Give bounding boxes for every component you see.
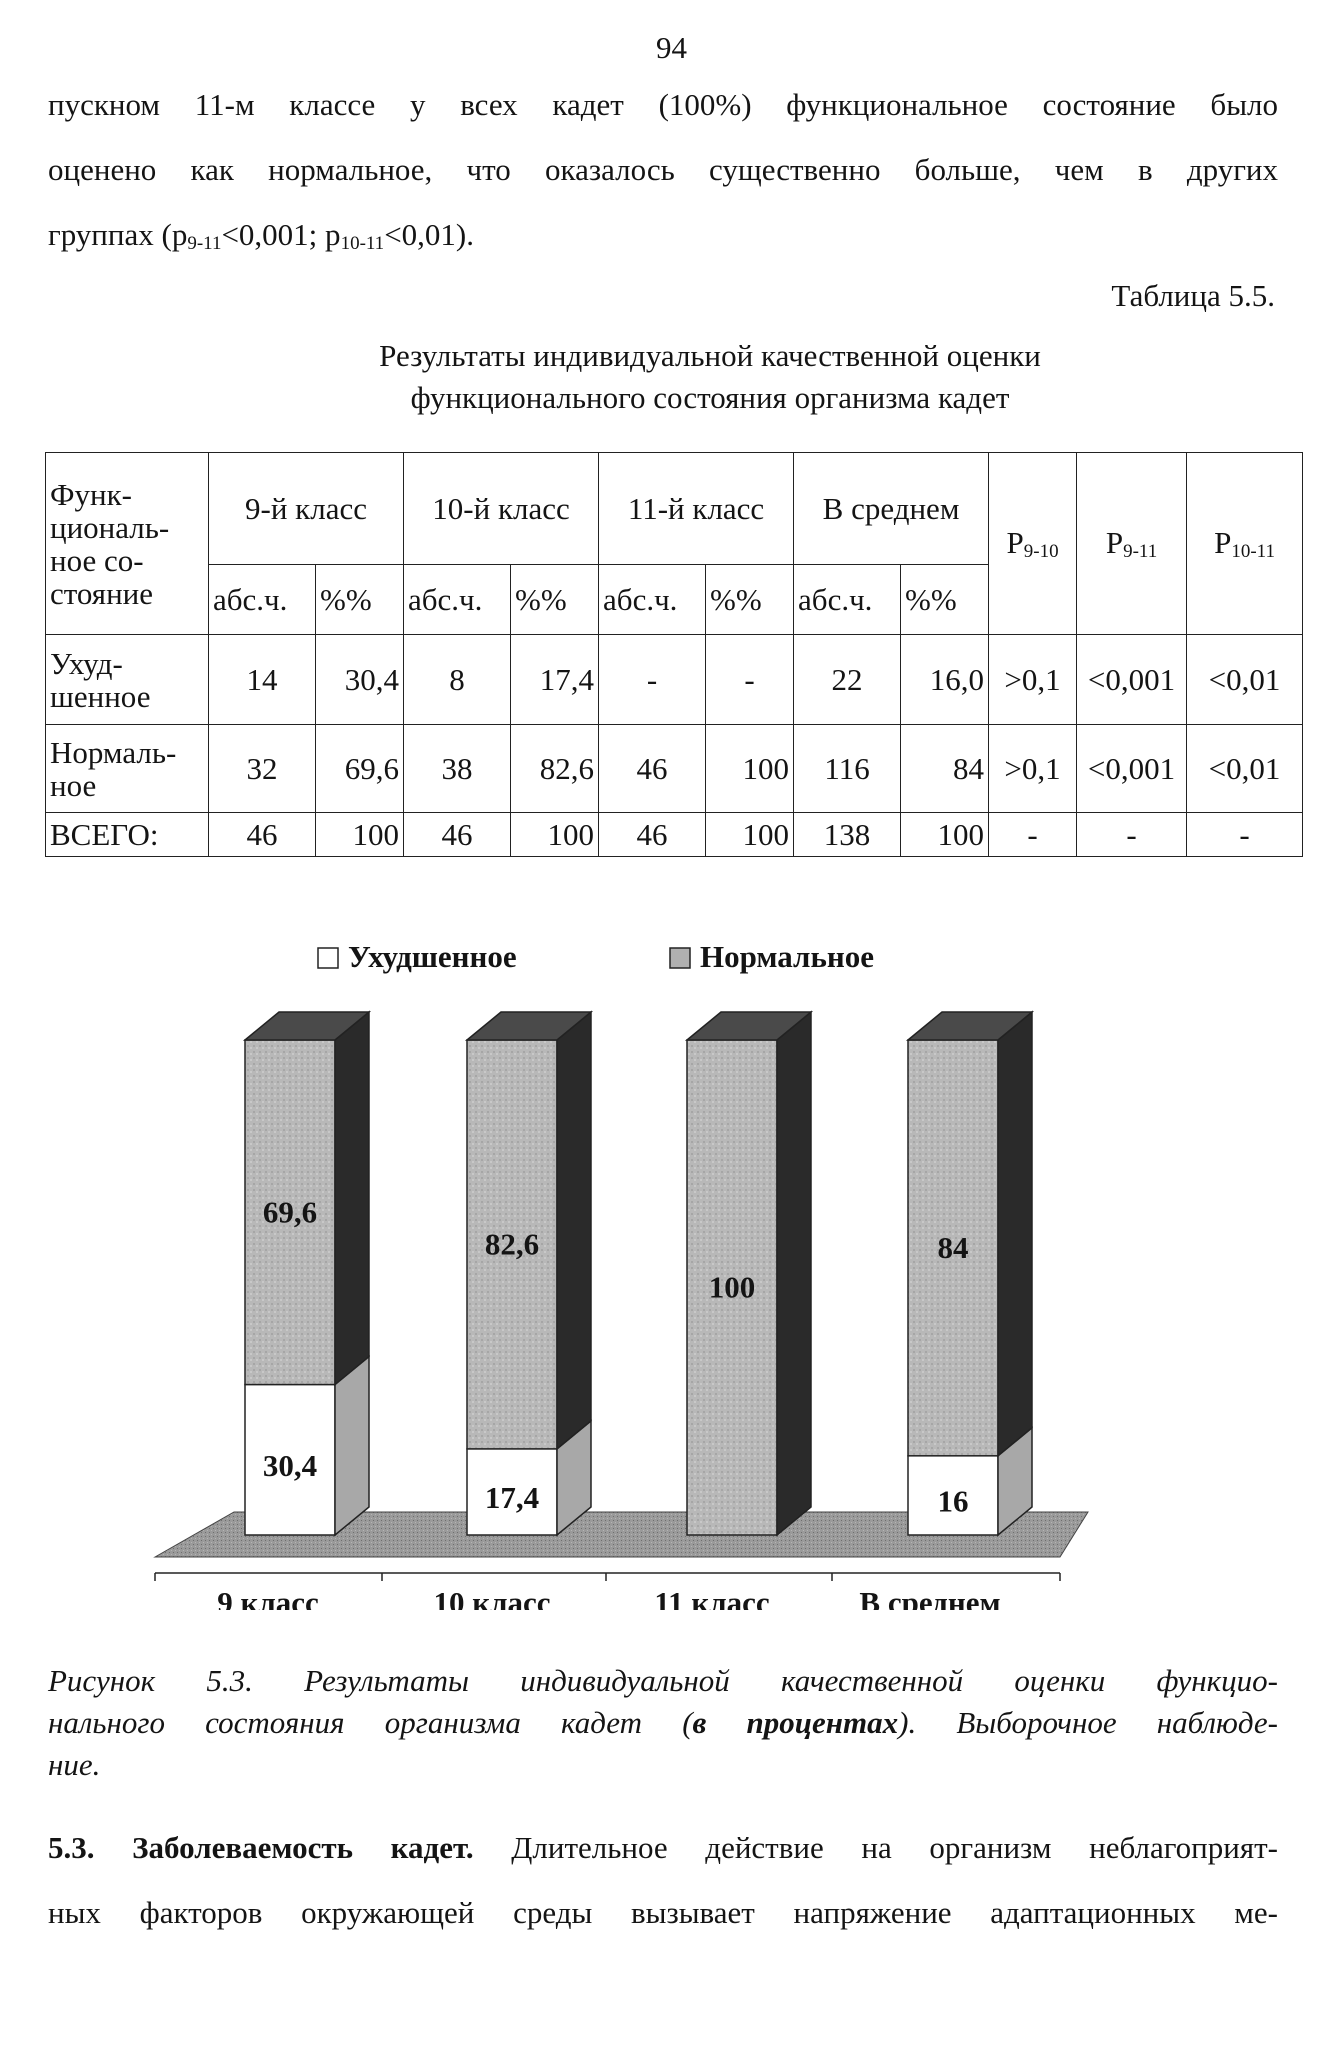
section-line-2: ных факторов окружающей среды вызывает напряжение адаптационных ме- (48, 1895, 1278, 1930)
intro-subscript: 10-11 (340, 233, 385, 254)
table-cell: 84 (901, 725, 989, 813)
bar-value-label: 30,4 (262, 1447, 318, 1483)
bar-value-label: 100 (708, 1269, 756, 1305)
row-label-line: Нормаль- (50, 734, 177, 770)
row-label-line: ВСЕГО: (50, 817, 159, 852)
header-p-main: P (1214, 524, 1232, 560)
bar-value-label: 82,6 (484, 1226, 540, 1262)
subheader-pct: %% (316, 565, 404, 635)
caption-bold: в процентах (692, 1705, 899, 1740)
table-title (0, 335, 1343, 419)
page-number: 94 (656, 30, 687, 65)
chart-legend (318, 939, 874, 974)
table-cell: - (1187, 813, 1303, 857)
bar-segment (908, 1012, 1032, 1456)
section-paragraph (48, 1815, 1278, 1945)
table-cell: - (599, 635, 706, 725)
row-label (46, 725, 209, 813)
chart-bars (245, 1012, 1032, 1535)
chart-area (0, 930, 1343, 1610)
legend-swatch (318, 948, 338, 968)
subheader-abs: абс.ч. (209, 565, 316, 635)
caption-text: ). Выборочное наблюде- (898, 1705, 1278, 1740)
header-state-line: стояние (50, 575, 154, 611)
x-tick-label: В среднем (859, 1585, 1001, 1610)
table-cell: 100 (706, 725, 794, 813)
header-p-main: P (1105, 524, 1124, 560)
row-label-line: шенное (50, 678, 151, 714)
subheader-pct: %% (901, 565, 989, 635)
table-cell: 30,4 (316, 635, 404, 725)
table-cell: <0,001 (1077, 725, 1187, 813)
bar-value-label: 84 (937, 1229, 969, 1265)
bar-side (335, 1012, 369, 1385)
intro-line-1: пускном 11-м классе у всех кадет (100%) функциональное состояние было (48, 87, 1278, 122)
caption-line-1: Рисунок 5.3. Результаты индивидуальной качественной оценки функцио- (48, 1663, 1278, 1698)
table-cell: 17,4 (511, 635, 599, 725)
legend-label: Ухудшенное (348, 939, 517, 974)
table-cell: 46 (209, 813, 316, 857)
intro-subscript: 9-11 (187, 233, 222, 254)
table-cell: 46 (404, 813, 511, 857)
row-label (46, 813, 209, 857)
table-cell: 100 (316, 813, 404, 857)
section-line-1 (48, 1815, 1278, 1880)
intro-paragraph (48, 72, 1278, 267)
table-cell: 8 (404, 635, 511, 725)
intro-text: группах (p (48, 217, 188, 252)
table-cell: - (1077, 813, 1187, 857)
table-row (46, 813, 1303, 857)
table-cell: 46 (599, 813, 706, 857)
bar-side (777, 1012, 811, 1535)
section-heading: 5.3. Заболеваемость кадет. (48, 1830, 474, 1865)
subheader-pct: %% (511, 565, 599, 635)
table-cell: 100 (901, 813, 989, 857)
table-cell: 38 (404, 725, 511, 813)
legend-swatch (670, 948, 690, 968)
table-title-line-1: Результаты индивидуальной качественной оценки (379, 338, 1041, 373)
figure-caption (48, 1660, 1278, 1786)
table-cell: <0,001 (1077, 635, 1187, 725)
x-tick-label: 10 класс (433, 1585, 551, 1610)
bar-side (557, 1012, 591, 1449)
intro-text: <0,01). (384, 217, 474, 252)
caption-line-2 (48, 1702, 1278, 1744)
table-cell: 69,6 (316, 725, 404, 813)
bar-side (998, 1012, 1032, 1456)
caption-line-3: ние. (48, 1747, 101, 1782)
table-row (46, 725, 1303, 813)
subheader-pct: %% (706, 565, 794, 635)
table-cell: - (989, 813, 1077, 857)
intro-line-2: оценено как нормальное, что оказалось существенно больше, чем в других (48, 152, 1278, 187)
header-group: 10-й класс (404, 453, 599, 565)
table-label: Таблица 5.5. (1111, 278, 1275, 313)
header-state-line: циональ- (50, 509, 170, 545)
caption-text: нального состояния организма кадет ( (48, 1705, 693, 1740)
header-p-sub: 10-11 (1231, 540, 1275, 562)
table-cell: 46 (599, 725, 706, 813)
row-label-line: ное (50, 767, 97, 803)
results-table (45, 452, 1303, 857)
header-group: 11-й класс (599, 453, 794, 565)
bar-segment (687, 1012, 811, 1535)
row-label-line: Ухуд- (50, 645, 123, 681)
table-cell: 16,0 (901, 635, 989, 725)
header-group: В среднем (794, 453, 989, 565)
bar-segment (467, 1012, 591, 1449)
subheader-abs: абс.ч. (794, 565, 901, 635)
header-p (1077, 453, 1187, 635)
table-cell: <0,01 (1187, 635, 1303, 725)
table-cell: 32 (209, 725, 316, 813)
subheader-abs: абс.ч. (599, 565, 706, 635)
bar-value-label: 69,6 (262, 1194, 318, 1230)
bar-side (335, 1357, 369, 1535)
bar-segment (245, 1012, 369, 1385)
table-row (46, 635, 1303, 725)
table-cell: >0,1 (989, 635, 1077, 725)
intro-text: <0,001; p (221, 217, 341, 252)
x-tick-label: 9 класс (217, 1585, 319, 1610)
bar-value-label: 17,4 (484, 1479, 540, 1515)
header-p (1187, 453, 1303, 635)
legend-label: Нормальное (700, 939, 874, 974)
table-cell: >0,1 (989, 725, 1077, 813)
header-state-line: ное со- (50, 542, 144, 578)
intro-line-3 (48, 202, 1278, 267)
table-title-line-2: функционального состояния организма кадет (410, 380, 1010, 415)
x-tick-label: 11 класс (654, 1585, 770, 1610)
table-cell: 100 (511, 813, 599, 857)
header-p (989, 453, 1077, 635)
header-p-sub: 9-10 (1023, 540, 1059, 562)
header-state-line: Функ- (50, 476, 132, 512)
table-cell: 138 (794, 813, 901, 857)
header-p-main: P (1006, 524, 1024, 560)
table-cell: <0,01 (1187, 725, 1303, 813)
header-p-sub: 9-11 (1123, 540, 1158, 562)
table-cell: 82,6 (511, 725, 599, 813)
bar-value-label: 16 (937, 1483, 969, 1519)
section-text: Длительное действие на организм неблагоприят- (473, 1830, 1278, 1865)
table-cell: 14 (209, 635, 316, 725)
table-cell: 22 (794, 635, 901, 725)
subheader-abs: абс.ч. (404, 565, 511, 635)
header-state (46, 453, 209, 635)
chart-axis (155, 1573, 1060, 1610)
row-label (46, 635, 209, 725)
table-cell: - (706, 635, 794, 725)
table-cell: 116 (794, 725, 901, 813)
table-cell: 100 (706, 813, 794, 857)
header-group: 9-й класс (209, 453, 404, 565)
stacked-bar-chart (0, 930, 1343, 1610)
